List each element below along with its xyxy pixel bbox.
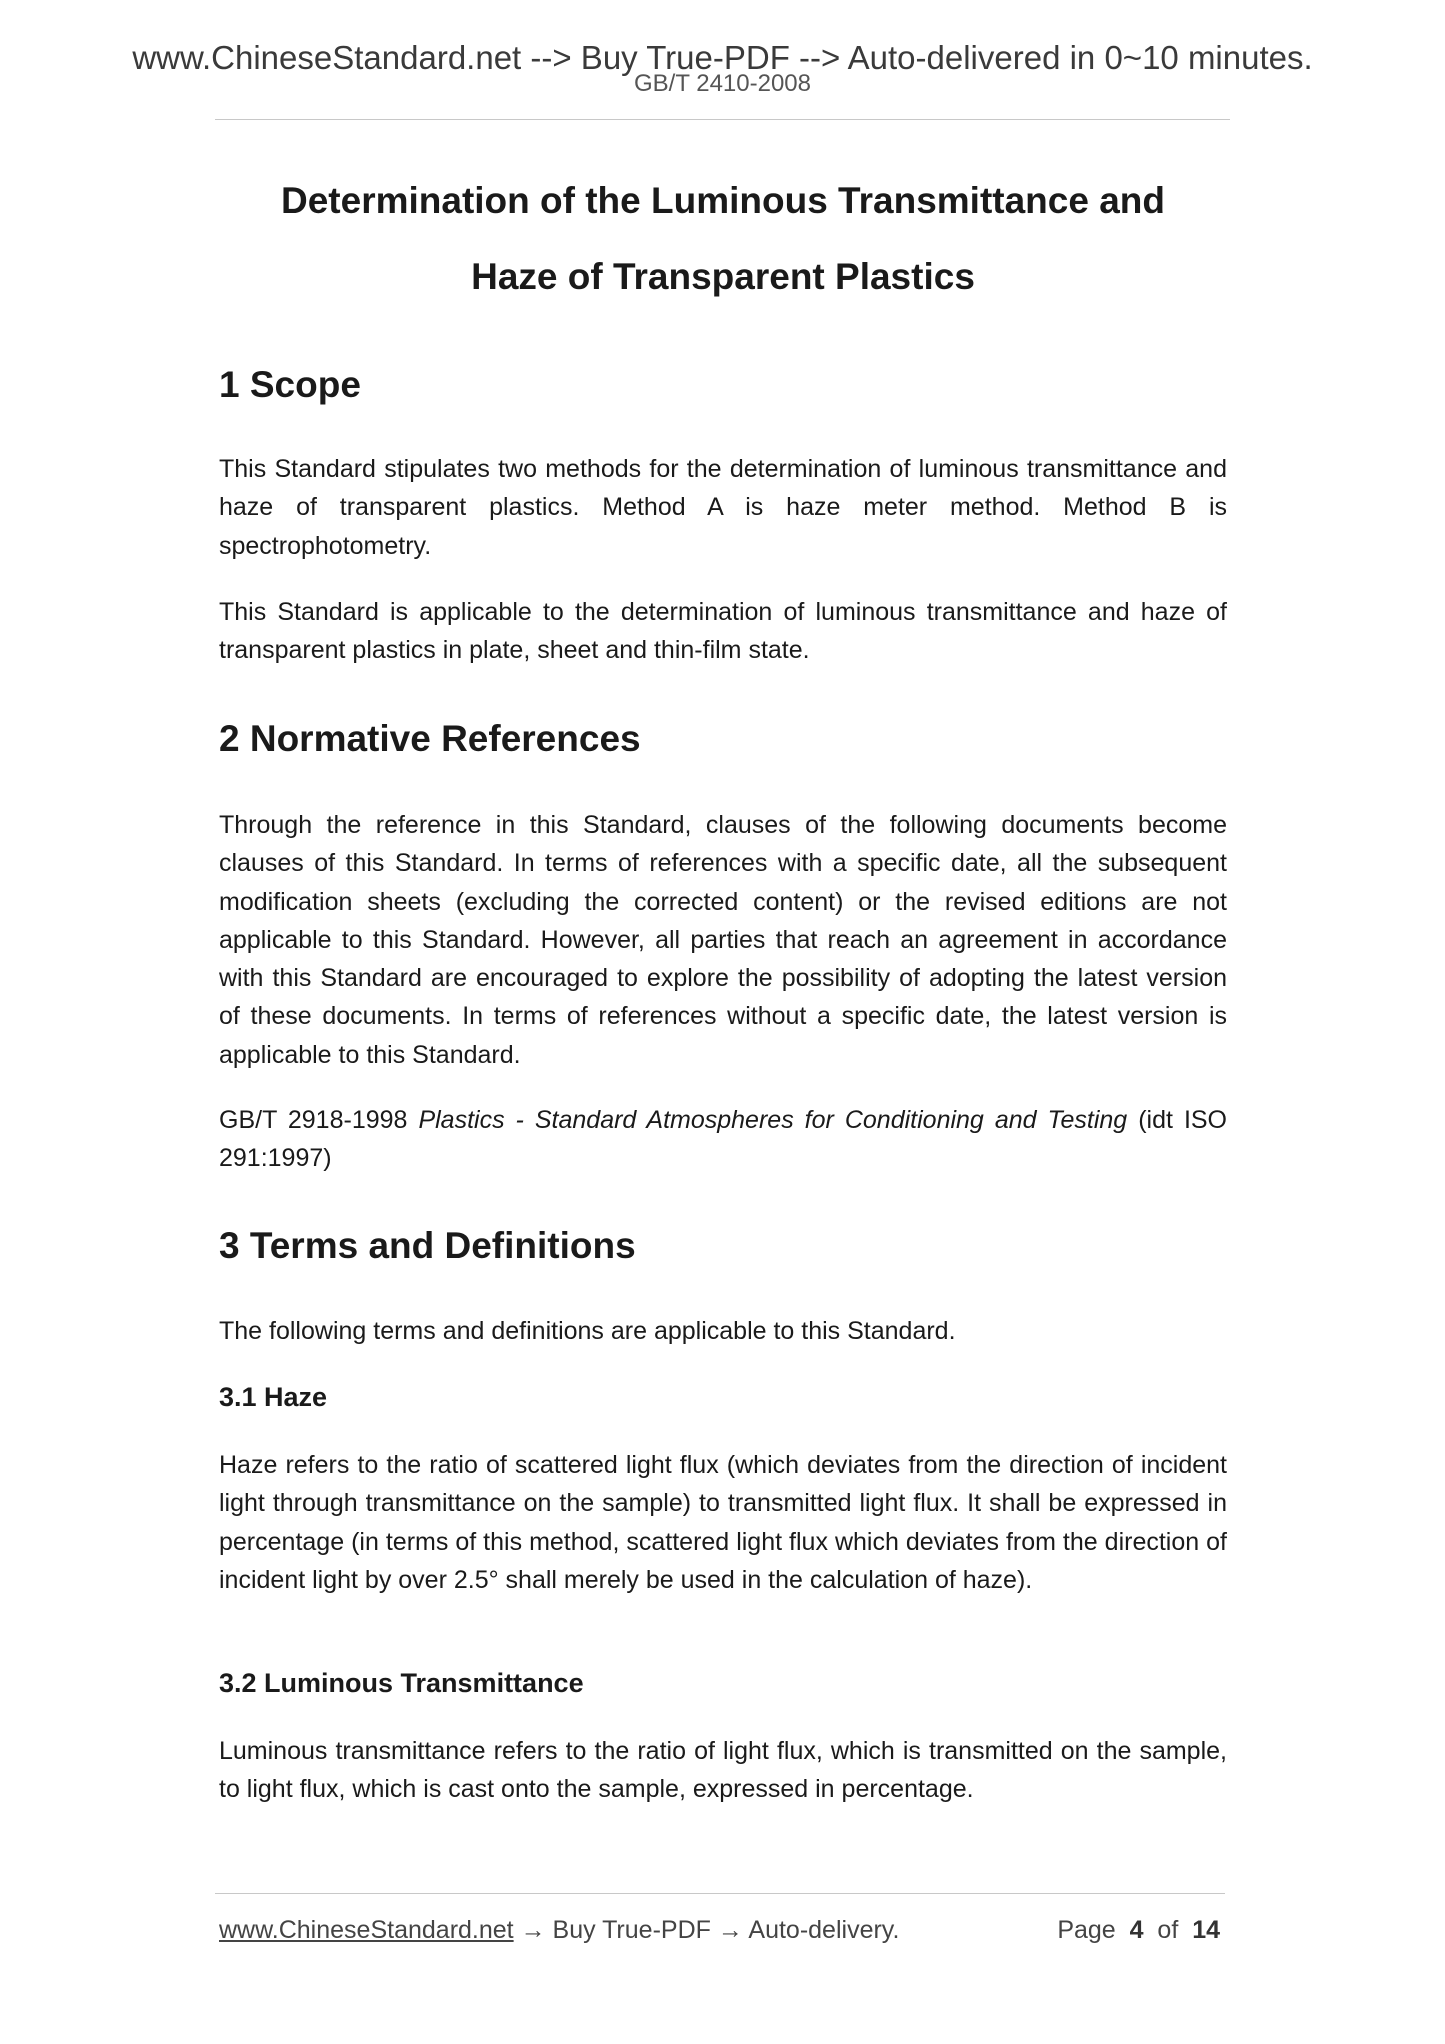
header-divider — [215, 119, 1230, 120]
scope-paragraph-2: This Standard is applicable to the determination of luminous transmittance and haze of transparent plastics in plate, sheet and thin-film state. — [219, 598, 1227, 665]
reference-suffix: (idt ISO 291:1997) — [219, 1106, 1228, 1173]
section-heading-terms-definitions: 3 Terms and Definitions — [219, 1225, 636, 1266]
footer-divider — [215, 1893, 1225, 1894]
page-of: of — [1157, 1916, 1179, 1944]
footer-tagline: → Buy True-PDF → Auto-delivery. — [513, 1916, 900, 1944]
subheading-luminous-transmittance: 3.2 Luminous Transmittance — [219, 1668, 584, 1698]
reference-title: Plastics - Standard Atmospheres for Conditioning and Testing — [418, 1106, 1128, 1134]
document-title-line-1: Determination of the Luminous Transmittance and — [281, 180, 1165, 221]
luminous-transmittance-paragraph: Luminous transmittance refers to the ratio of light flux, which is transmitted on the sample, to light flux, which is cast onto the sample, expressed in percentage. — [219, 1737, 1227, 1804]
document-title-line-2: Haze of Transparent Plastics — [471, 256, 975, 297]
top-banner: www.ChineseStandard.net --> Buy True-PDF --> Auto-delivered in 0~10 minutes. — [132, 39, 1313, 76]
document-code: GB/T 2410-2008 — [633, 70, 811, 97]
scope-paragraph-1: This Standard stipulates two methods for the determination of luminous transmittance and haze of transparent plastics. Method A is haze meter method. Method B is spectrophotometry. — [219, 455, 1227, 560]
subheading-haze: 3.1 Haze — [219, 1382, 328, 1412]
page-current: 4 — [1129, 1916, 1144, 1944]
section-heading-normative-references: 2 Normative References — [219, 718, 641, 759]
normative-paragraph: Through the reference in this Standard, clauses of the following documents become clauses of this Standard. In terms of references with a specific date, all the subsequent modification sheets (excluding the corrected content) or the revised editions are not applicable to this Standard. However, all parties that reach an agreement in accordance with this Standard are encouraged to explore the possibility of adopting the latest version of these documents. In terms of references without a specific date, the latest version is applicable to this Standard. — [219, 811, 1227, 1069]
haze-definition-paragraph: Haze refers to the ratio of scattered light flux (which deviates from the direction of incident light through transmittance on the sample) to transmitted light flux. It shall be expressed in percentage (in terms of this method, scattered light flux which deviates from the direction of incident light by over 2.5° shall merely be used in the calculation of haze). — [219, 1451, 1227, 1594]
footer-left — [219, 1914, 899, 1946]
footer-website-link[interactable]: www.ChineseStandard.net — [219, 1916, 514, 1944]
page-label: Page — [1057, 1916, 1116, 1944]
terms-intro-paragraph: The following terms and definitions are applicable to this Standard. — [219, 1317, 956, 1345]
page-total: 14 — [1192, 1916, 1220, 1944]
normative-reference-entry — [219, 1101, 1227, 1178]
reference-code: GB/T 2918-1998 — [219, 1106, 408, 1134]
page-number — [1057, 1914, 1220, 1946]
section-heading-scope: 1 Scope — [219, 364, 361, 405]
